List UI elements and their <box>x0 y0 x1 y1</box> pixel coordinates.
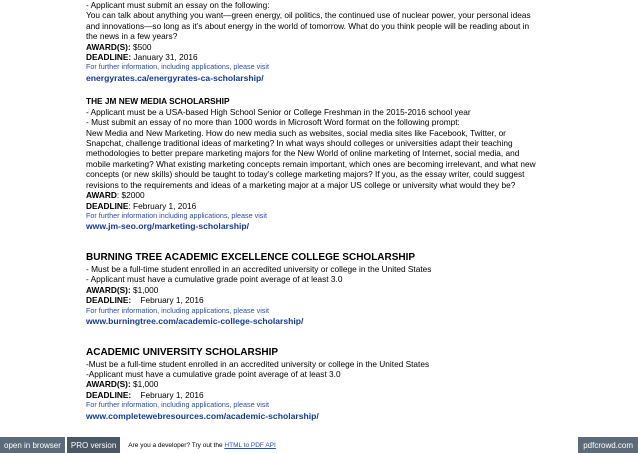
section-title: ACADEMIC UNIVERSITY SCHOLARSHIP <box>86 346 279 358</box>
award-label: AWARD(S): <box>86 41 131 52</box>
award-label: AWARD <box>86 190 117 201</box>
scholarship-link[interactable]: www.completewebresources.com/academic-scholarship/ <box>86 410 319 421</box>
section-title: THE JM NEW MEDIA SCHOLARSHIP <box>86 96 230 107</box>
deadline-label: DEADLINE: <box>86 295 132 306</box>
scholarship-link[interactable]: energyrates.ca/energyrates-ca-scholarship/ <box>86 72 264 83</box>
award-value: $1,000 <box>130 284 159 295</box>
text-line: - Applicant must submit an essay on the following: <box>86 0 270 10</box>
spacer <box>86 83 626 96</box>
deadline-value: February 1, 2016 <box>131 295 204 306</box>
pdfcrowd-brand-link[interactable]: pdfcrowd.com <box>578 437 638 453</box>
section-academic-university <box>86 347 626 422</box>
deadline-value: January 31, 2016 <box>131 52 198 63</box>
text-line: the news in a few years? <box>86 31 178 42</box>
pro-version-button[interactable]: PRO version <box>67 437 120 453</box>
open-in-browser-button[interactable]: open in browser <box>0 437 65 453</box>
text-line: New Media and New Marketing. How do new media such as websites, social media sites like Facebook, Twitter, or <box>86 127 506 138</box>
section-title: BURNING TREE ACADEMIC EXCELLENCE COLLEGE SCHOLARSHIP <box>86 251 416 263</box>
text-line: methodologies to better prepare marketing majors for the New World of online marketing of Internet, social media, and <box>86 148 520 159</box>
text-line: - Must submit an essay of no more than 1000 words in Microsoft Word format on the following prompt: <box>86 117 460 128</box>
text-line: - Applicant must have a cumulative grade point average of at least 3.0 <box>86 274 343 285</box>
developer-message <box>128 442 276 449</box>
info-text: For further information, including applications, please visit <box>86 305 269 315</box>
text-line: -Applicant must have a cumulative grade point average of at least 3.0 <box>86 368 341 379</box>
award-line <box>86 42 626 52</box>
section-energyrates <box>86 0 626 83</box>
award-line <box>86 285 626 295</box>
award-value: $500 <box>130 41 152 52</box>
text-line: mobile marketing? What existing marketing concepts remain important, which ones are becoming irrelevant, and what new <box>86 158 536 169</box>
info-text: For further information, including applications, please visit <box>86 400 269 410</box>
text-line: - Must be a full-time student enrolled in an accredited university or college in the United States <box>86 263 432 274</box>
award-line <box>86 379 626 389</box>
deadline-label: DEADLINE: <box>86 389 132 400</box>
deadline-line <box>86 295 626 305</box>
award-label: AWARD(S): <box>86 379 131 390</box>
developer-message-text: Are you a developer? Try out the <box>128 441 225 449</box>
info-text: For further information, including applications, please visit <box>86 62 269 72</box>
deadline-value: : February 1, 2016 <box>128 200 197 211</box>
text-line: concepts (or new skills) should be taught to today’s college marketing majors? If you, as the essay writer, could suggest <box>86 169 525 180</box>
text-line: Snapchat, challenge traditional ideas of marketing? In what ways should colleges or universities adapt their teaching <box>86 138 513 149</box>
text-line: You can talk about anything you want—green energy, oil politics, the continued use of nuclear power, your personal ideas <box>86 10 531 21</box>
text-line: revisions to the requirements and ideas of a marketing major at a major US college or university what would they be? <box>86 179 516 190</box>
deadline-label: DEADLINE: <box>86 52 132 63</box>
spacer <box>86 327 626 347</box>
text-line: and innovations—so long as it’s about energy in the world of tomorrow. What do you think people will be reading about in <box>86 20 530 31</box>
html-to-pdf-api-link[interactable]: HTML to PDF API <box>224 441 276 449</box>
text-line: - Applicant must be a USA-based High School Senior or College Freshman in the 2015-2016 school year <box>86 106 471 117</box>
deadline-value: February 1, 2016 <box>131 389 204 400</box>
scholarship-link[interactable]: www.burningtree.com/academic-college-scholarship/ <box>86 315 304 326</box>
section-burning-tree <box>86 252 626 327</box>
spacer <box>86 232 626 252</box>
deadline-line <box>86 52 626 62</box>
pdfcrowd-footer <box>0 437 638 453</box>
award-label: AWARD(S): <box>86 284 131 295</box>
section-jm-new-media <box>86 96 626 231</box>
deadline-label: DEADLINE <box>86 200 129 211</box>
award-value: $1,000 <box>130 379 159 390</box>
info-text: For further information including applications, please visit <box>86 210 267 220</box>
deadline-line <box>86 201 626 211</box>
award-line <box>86 190 626 200</box>
text-line: -Must be a full-time student enrolled in an accredited university or college in the United States <box>86 358 430 369</box>
award-value: : $2000 <box>116 190 145 201</box>
scholarship-link[interactable]: www.jm-seo.org/marketing-scholarship/ <box>86 221 249 232</box>
deadline-line <box>86 390 626 400</box>
document-page <box>86 0 626 421</box>
